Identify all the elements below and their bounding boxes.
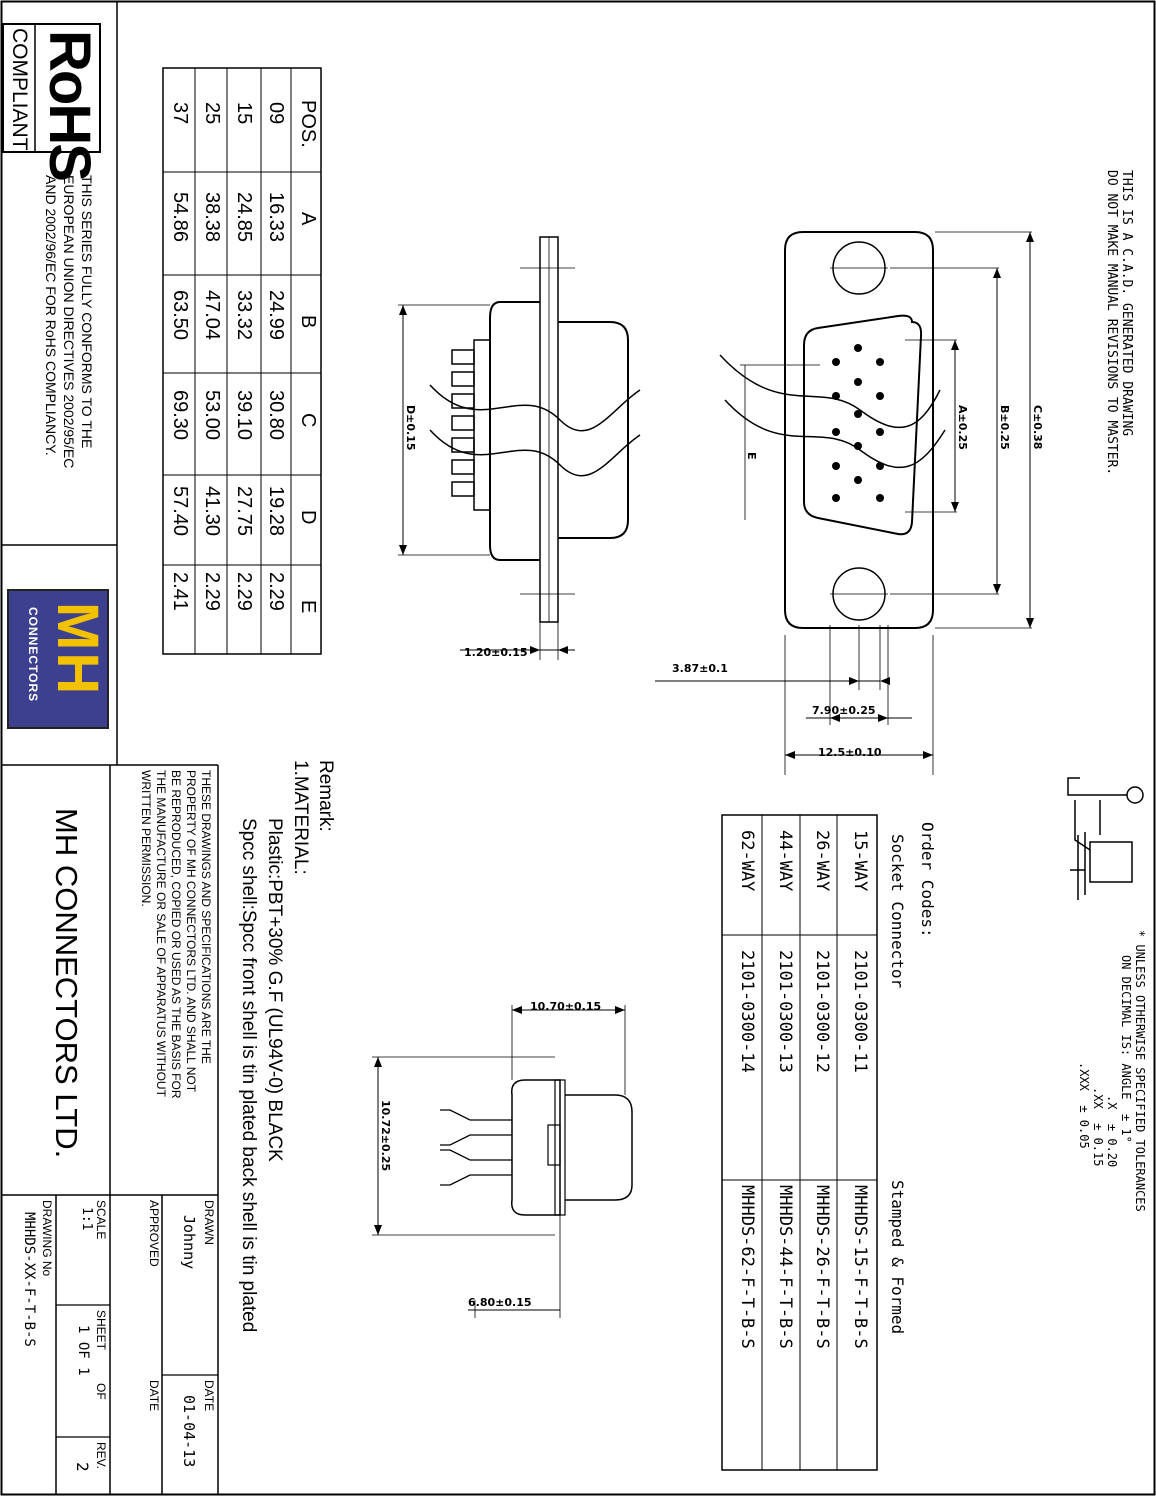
rohs-compliant-label: COMPLIANT xyxy=(8,28,31,151)
table-cell: 38.38 xyxy=(201,192,223,243)
date-label: DATE xyxy=(202,1380,216,1412)
property-line-4: THE MANUFACTURE OR SALE OF APPARATUS WITHOUT xyxy=(154,770,168,1097)
dim-d-label: D±0.15 xyxy=(404,405,417,451)
scale-label: SCALE xyxy=(94,1200,108,1240)
cad-note-2: DO NOT MAKE MANUAL REVISIONS TO MASTER. xyxy=(1104,170,1119,476)
order-row-way: 26-WAY xyxy=(812,830,832,892)
rohs-statement-1: THIS SERIES FULLY CONFORMS TO THE xyxy=(79,175,95,449)
order-row-way: 15-WAY xyxy=(850,830,870,892)
table-cell: 47.04 xyxy=(201,290,223,341)
table-cell: 24.85 xyxy=(233,192,255,243)
drawn-label: DRAWN xyxy=(202,1200,216,1245)
table-cell: 24.99 xyxy=(265,290,287,341)
table-cell: 15 xyxy=(233,102,255,125)
tolerance-line-5: .XXX ± 0.05 xyxy=(1077,1062,1091,1149)
date-value: 01-04-13 xyxy=(180,1395,198,1468)
scale-value: 1:1 xyxy=(79,1207,94,1231)
table-cell: 63.50 xyxy=(169,290,191,341)
table-header-c: C xyxy=(297,413,319,428)
company-name: MH CONNECTORS LTD. xyxy=(49,808,84,1159)
dim-387-label: 3.87±0.1 xyxy=(672,662,728,675)
order-row-part: 2101-0300-12 xyxy=(812,950,832,1073)
table-cell: 69.30 xyxy=(169,390,191,441)
of-label: OF xyxy=(94,1383,108,1400)
order-codes-title: Order Codes: xyxy=(918,822,937,938)
cad-note-1: THIS IS A C.A.D. GENERATED DRAWING xyxy=(1119,170,1134,437)
rev-value: 2 xyxy=(73,1462,92,1472)
sheet-label: SHEET xyxy=(94,1310,108,1351)
order-codes-col2: Stamped & Formed xyxy=(888,1180,907,1335)
dim-680-label: 6.80±0.15 xyxy=(468,1296,532,1309)
order-row-code: MHHDS-15-F-T-B-S xyxy=(850,1185,870,1349)
dim-1072-label: 10.72±0.25 xyxy=(379,1100,392,1172)
property-line-3: BE REPRODUCED, COPIED OR USED AS THE BASIS FOR xyxy=(169,770,183,1099)
tolerance-line-2: ON DECIMAL IS: ANGLE ± 1° xyxy=(1119,955,1133,1143)
dim-c-label: C±0.38 xyxy=(1031,405,1044,450)
drawn-value: Johnny xyxy=(180,1215,198,1270)
table-cell: 33.32 xyxy=(233,290,255,341)
dim-b-label: B±0.25 xyxy=(998,405,1011,450)
table-header-pos: POS. xyxy=(297,100,319,148)
dim-1070-label: 10.70±0.15 xyxy=(530,1000,602,1013)
table-cell: 2.29 xyxy=(265,572,287,611)
table-cell: 41.30 xyxy=(201,486,223,537)
dim-e-label: E xyxy=(745,452,758,460)
remark-material: 1.MATERIAL: xyxy=(290,760,311,875)
table-cell: 19.28 xyxy=(265,486,287,537)
order-row-code: MHHDS-62-F-T-B-S xyxy=(737,1185,757,1349)
rohs-statement-2: EUROPEAN UNION DIRECTIVES 2002/95/EC xyxy=(61,175,77,469)
table-cell: 30.80 xyxy=(265,390,287,441)
tolerance-line-1: * UNLESS OTHERWISE SPECIFIED TOLERANCES xyxy=(1133,930,1147,1212)
table-cell: 2.41 xyxy=(169,572,191,611)
remark-plastic: Plastic:PBT+30% G.F (UL94V-0) BLACK xyxy=(264,818,285,1162)
rohs-statement-3: AND 2002/96/EC FOR RoHS COMPLIANCY. xyxy=(43,175,59,456)
table-cell: 37 xyxy=(169,102,191,125)
order-row-part: 2101-0300-11 xyxy=(850,950,870,1073)
table-cell: 2.29 xyxy=(233,572,255,611)
mh-logo-text: MH xyxy=(45,602,110,697)
sheet-value: 1 OF 1 xyxy=(75,1325,91,1376)
remark-title: Remark: xyxy=(315,760,336,832)
table-header-d: D xyxy=(297,510,319,525)
order-row-part: 2101-0300-14 xyxy=(737,950,757,1073)
dim-125-label: 12.5±0.10 xyxy=(818,746,882,759)
tolerance-line-3: .X ± 0.20 xyxy=(1105,1095,1119,1168)
table-header-a: A xyxy=(297,212,319,226)
approved-label: APPROVED xyxy=(147,1200,161,1267)
table-cell: 09 xyxy=(265,102,287,125)
rev-label: REV. xyxy=(94,1442,108,1469)
table-cell: 53.00 xyxy=(201,390,223,441)
property-line-1: THESE DRAWINGS AND SPECIFICATIONS ARE THE xyxy=(199,770,213,1064)
dim-790-label: 7.90±0.25 xyxy=(812,704,876,717)
property-line-5: WRITTEN PERMISSION. xyxy=(139,770,153,907)
drawing-no-value: MHHDS-XX-F-T-B-S xyxy=(21,1212,37,1347)
remark-shell: Spcc shell:Spcc front shell is tin plated back shell is tin plated xyxy=(238,818,259,1333)
rohs-logo: RoHS xyxy=(37,30,102,180)
drawing-no-label: DRAWING No xyxy=(40,1200,54,1277)
table-header-b: B xyxy=(297,315,319,329)
dim-a-label: A±0.25 xyxy=(956,405,969,450)
table-cell: 39.10 xyxy=(233,390,255,441)
order-row-part: 2101-0300-13 xyxy=(775,950,795,1073)
date2-label: DATE xyxy=(147,1380,161,1412)
order-row-way: 44-WAY xyxy=(775,830,795,892)
table-header-e: E xyxy=(297,600,319,614)
order-row-code: MHHDS-26-F-T-B-S xyxy=(812,1185,832,1349)
table-cell: 57.40 xyxy=(169,486,191,537)
order-codes-col1: Socket Connector xyxy=(888,834,907,989)
table-cell: 54.86 xyxy=(169,192,191,243)
mh-logo-connectors: CONNECTORS xyxy=(26,607,40,703)
property-line-2: PROPERTY OF MH CONNECTORS LTD. AND SHALL NOT xyxy=(184,770,198,1093)
table-cell: 25 xyxy=(201,102,223,125)
dim-flange-label: 1.20±0.15 xyxy=(464,646,528,659)
order-row-way: 62-WAY xyxy=(737,830,757,892)
tolerance-line-4: .XX ± 0.15 xyxy=(1091,1087,1105,1167)
table-cell: 27.75 xyxy=(233,486,255,537)
order-row-code: MHHDS-44-F-T-B-S xyxy=(775,1185,795,1349)
table-cell: 16.33 xyxy=(265,192,287,243)
table-cell: 2.29 xyxy=(201,572,223,611)
